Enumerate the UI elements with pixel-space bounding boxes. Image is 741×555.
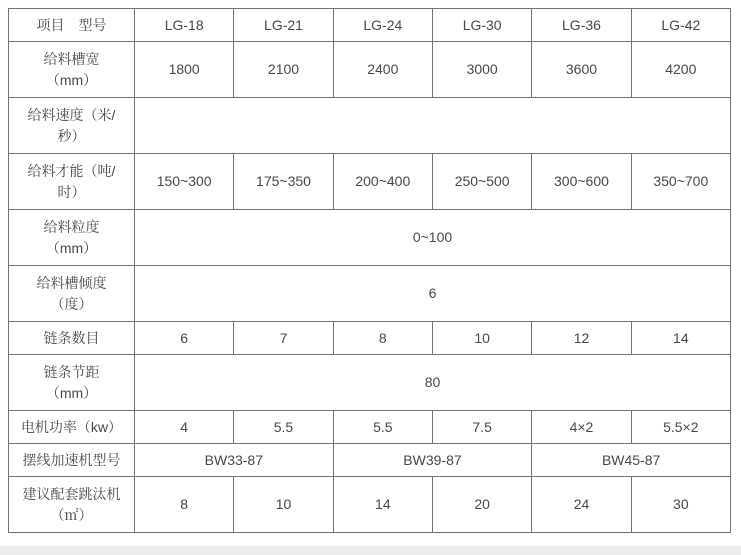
- row-label: 链条节距 （mm）: [9, 355, 135, 411]
- row-feed-trough-width: [9, 42, 731, 98]
- row-label: 建议配套跳汰机 （㎡）: [9, 477, 135, 533]
- cell-value: 5.5: [234, 411, 333, 444]
- cell-value: 4200: [631, 42, 730, 98]
- cell-value: 20: [432, 477, 531, 533]
- row-feed-capacity: [9, 154, 731, 210]
- cell-value: 4: [135, 411, 234, 444]
- cell-value-span: 6: [135, 266, 731, 322]
- cell-value: 350~700: [631, 154, 730, 210]
- cell-value: 7: [234, 322, 333, 355]
- header-model-lg36: LG-36: [532, 9, 631, 42]
- cell-value: 5.5: [333, 411, 432, 444]
- row-label: 链条数目: [9, 322, 135, 355]
- cell-value: 30: [631, 477, 730, 533]
- row-label: 给料槽倾度 （度）: [9, 266, 135, 322]
- row-feed-particle-size: [9, 210, 731, 266]
- row-label: 给料槽宽 （mm）: [9, 42, 135, 98]
- bottom-strip: [0, 546, 741, 555]
- row-chain-count: [9, 322, 731, 355]
- cell-value: 200~400: [333, 154, 432, 210]
- row-chain-pitch: [9, 355, 731, 411]
- row-recommended-jig: [9, 477, 731, 533]
- cell-value-pair: BW39-87: [333, 444, 532, 477]
- row-cycloid-reducer-model: [9, 444, 731, 477]
- cell-value: 14: [333, 477, 432, 533]
- header-item-model-label: 项目 型号: [9, 9, 135, 42]
- cell-value-span: 0~100: [135, 210, 731, 266]
- cell-value: 300~600: [532, 154, 631, 210]
- cell-value: 150~300: [135, 154, 234, 210]
- header-model-lg30: LG-30: [432, 9, 531, 42]
- cell-value-pair: BW45-87: [532, 444, 731, 477]
- cell-value: 250~500: [432, 154, 531, 210]
- cell-value: 1800: [135, 42, 234, 98]
- cell-value: 12: [532, 322, 631, 355]
- row-label: 给料速度（米/ 秒）: [9, 98, 135, 154]
- header-model-lg18: LG-18: [135, 9, 234, 42]
- cell-value-span: 80: [135, 355, 731, 411]
- row-motor-power: [9, 411, 731, 444]
- row-trough-incline: [9, 266, 731, 322]
- cell-value: 24: [532, 477, 631, 533]
- cell-value: 14: [631, 322, 730, 355]
- cell-value: 10: [432, 322, 531, 355]
- cell-value: 8: [135, 477, 234, 533]
- cell-value: 5.5×2: [631, 411, 730, 444]
- cell-value: 3000: [432, 42, 531, 98]
- row-feed-speed: [9, 98, 731, 154]
- cell-value: 3600: [532, 42, 631, 98]
- cell-value: 2400: [333, 42, 432, 98]
- cell-value: 175~350: [234, 154, 333, 210]
- header-model-lg42: LG-42: [631, 9, 730, 42]
- cell-value: 10: [234, 477, 333, 533]
- row-label: 给料粒度 （mm）: [9, 210, 135, 266]
- cell-value: 8: [333, 322, 432, 355]
- cell-value: 4×2: [532, 411, 631, 444]
- cell-value-pair: BW33-87: [135, 444, 334, 477]
- row-label: 给料才能（吨/ 时）: [9, 154, 135, 210]
- spec-table: [8, 8, 731, 533]
- cell-value: 6: [135, 322, 234, 355]
- header-model-lg21: LG-21: [234, 9, 333, 42]
- cell-value: 7.5: [432, 411, 531, 444]
- cell-value-span: [135, 98, 731, 154]
- row-label: 电机功率（kw）: [9, 411, 135, 444]
- header-model-lg24: LG-24: [333, 9, 432, 42]
- cell-value: 2100: [234, 42, 333, 98]
- table-header-row: [9, 9, 731, 42]
- row-label: 摆线加速机型号: [9, 444, 135, 477]
